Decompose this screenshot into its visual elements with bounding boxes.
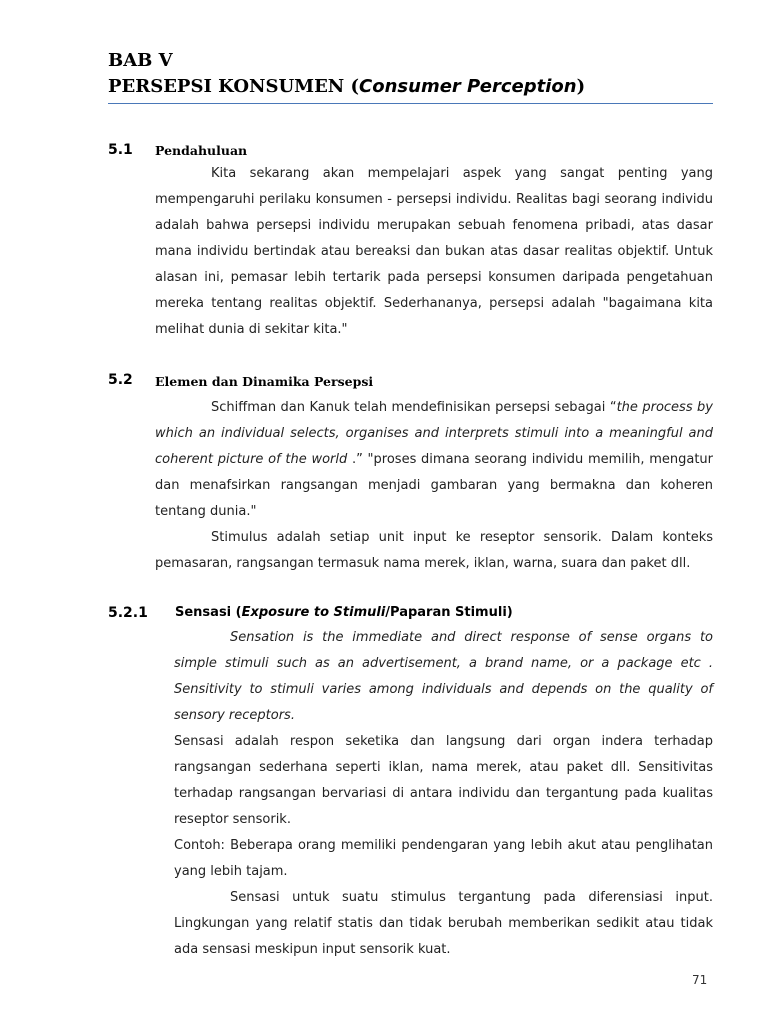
section-title-5-2-1 xyxy=(175,605,513,620)
paragraph-stimulus-text: Stimulus adalah setiap unit input ke reseptor sensorik. Dalam konteks pemasaran, rangsangan termasuk nama merek, iklan, warna, suara dan paket dll. xyxy=(155,530,713,571)
header-divider xyxy=(108,103,713,104)
paragraph-definition xyxy=(155,395,713,525)
paragraph-sensasi-input-text: Sensasi untuk suatu stimulus tergantung pada diferensiasi input. Lingkungan yang relatif statis dan tidak berubah memberikan sedikit atau tidak ada sensasi meskipun input sensorik kuat. xyxy=(174,890,713,957)
paragraph-sensation-english xyxy=(174,625,713,729)
chapter-title-main: PERSEPSI KONSUMEN ( xyxy=(108,76,360,97)
subsection-title-start: Sensasi ( xyxy=(175,605,242,620)
chapter-number: BAB V xyxy=(108,50,173,71)
definition-start: Schiffman dan Kanuk telah mendefinisikan persepsi sebagai “ xyxy=(211,400,617,415)
chapter-title-italic: Consumer Perception xyxy=(359,76,577,97)
definition-end: .” "proses dimana seorang individu memilih, mengatur dan menafsirkan rangsangan menjadi gambaran yang bermakna dan koheren tentang dunia." xyxy=(155,452,713,519)
section-number-5-2-1: 5.2.1 xyxy=(108,605,148,621)
paragraph-sensasi: Sensasi adalah respon seketika dan langsung dari organ indera terhadap rangsangan sederhana seperti iklan, nama merek, atau paket dll. Sensitivitas terhadap rangsangan bervariasi di antara individu dan tergantung pada kualitas reseptor sensorik. xyxy=(174,734,713,827)
chapter-title xyxy=(108,76,585,97)
paragraph-sensation-english-text: Sensation is the immediate and direct response of sense organs to simple stimuli such as an advertisement, a brand name, or a package etc . Sensitivity to stimuli varies among individuals and depends on the quality of sensory receptors. xyxy=(174,630,713,723)
paragraph-example: Contoh: Beberapa orang memiliki pendengaran yang lebih akut atau penglihatan yang lebih tajam. xyxy=(174,838,713,879)
chapter-title-close: ) xyxy=(576,76,586,97)
paragraph-sensasi-input xyxy=(174,885,713,963)
paragraph-pendahuluan xyxy=(155,161,713,343)
section-number-5-1: 5.1 xyxy=(108,142,133,158)
section-number-5-2: 5.2 xyxy=(108,372,133,388)
definition-quote: the process by which an individual selects, organises and interprets stimuli into a meaningful and coherent picture of the world xyxy=(155,400,713,467)
section-title-5-2: Elemen dan Dinamika Persepsi xyxy=(155,374,374,389)
paragraph-stimulus xyxy=(155,525,713,577)
subsection-title-italic: Exposure to Stimuli xyxy=(241,605,386,620)
subsection-title-end: /Paparan Stimuli) xyxy=(385,605,513,620)
section-title-5-1: Pendahuluan xyxy=(155,143,248,158)
paragraph-pendahuluan-text: Kita sekarang akan mempelajari aspek yang sangat penting yang mempengaruhi perilaku konsumen - persepsi individu. Realitas bagi seorang individu adalah bahwa persepsi individu merupakan sebuah fenomena pribadi, atas dasar mana individu bertindak atau bereaksi dan bukan atas dasar realitas objektif. Untuk alasan ini, pemasar lebih tertarik pada persepsi konsumen daripada pengetahuan mereka tentang realitas objektif. Sederhananya, persepsi adalah "bagaimana kita melihat dunia di sekitar kita." xyxy=(155,166,713,337)
page-number: 71 xyxy=(692,973,708,987)
